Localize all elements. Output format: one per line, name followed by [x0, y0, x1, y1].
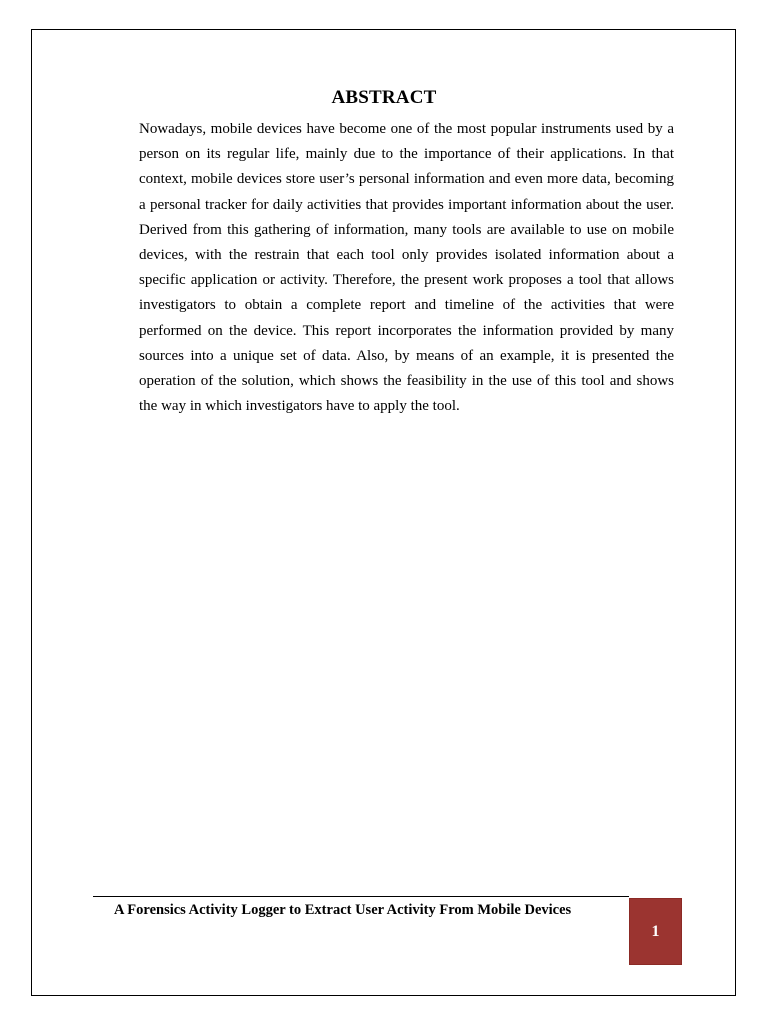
footer-document-title: A Forensics Activity Logger to Extract User Activity From Mobile Devices: [114, 902, 572, 918]
page-number-box: [629, 898, 682, 965]
abstract-heading: ABSTRACT: [331, 87, 437, 108]
abstract-body: Nowadays, mobile devices have become one of the most popular instruments used by a person on its regular life, mainly due to the importance of their applications. In that context, mobile devices store user’s personal information and even more data, becoming a personal tracker for daily activities that provides important information about the user. Derived from this gathering of information, many tools are available to use on mobile devices, with the restrain that each tool only provides isolated information about a specific application or activity. Therefore, the present work proposes a tool that allows investigators to obtain a complete report and timeline of the activities that were performed on the device. This report incorporates the information provided by many sources into a unique set of data. Also, by means of an example, it is presented the operation of the solution, which shows the feasibility in the use of this tool and shows the way in which investigators have to apply the tool.: [139, 121, 674, 415]
page-number: 1: [651, 922, 660, 940]
footer-divider: [93, 896, 629, 897]
